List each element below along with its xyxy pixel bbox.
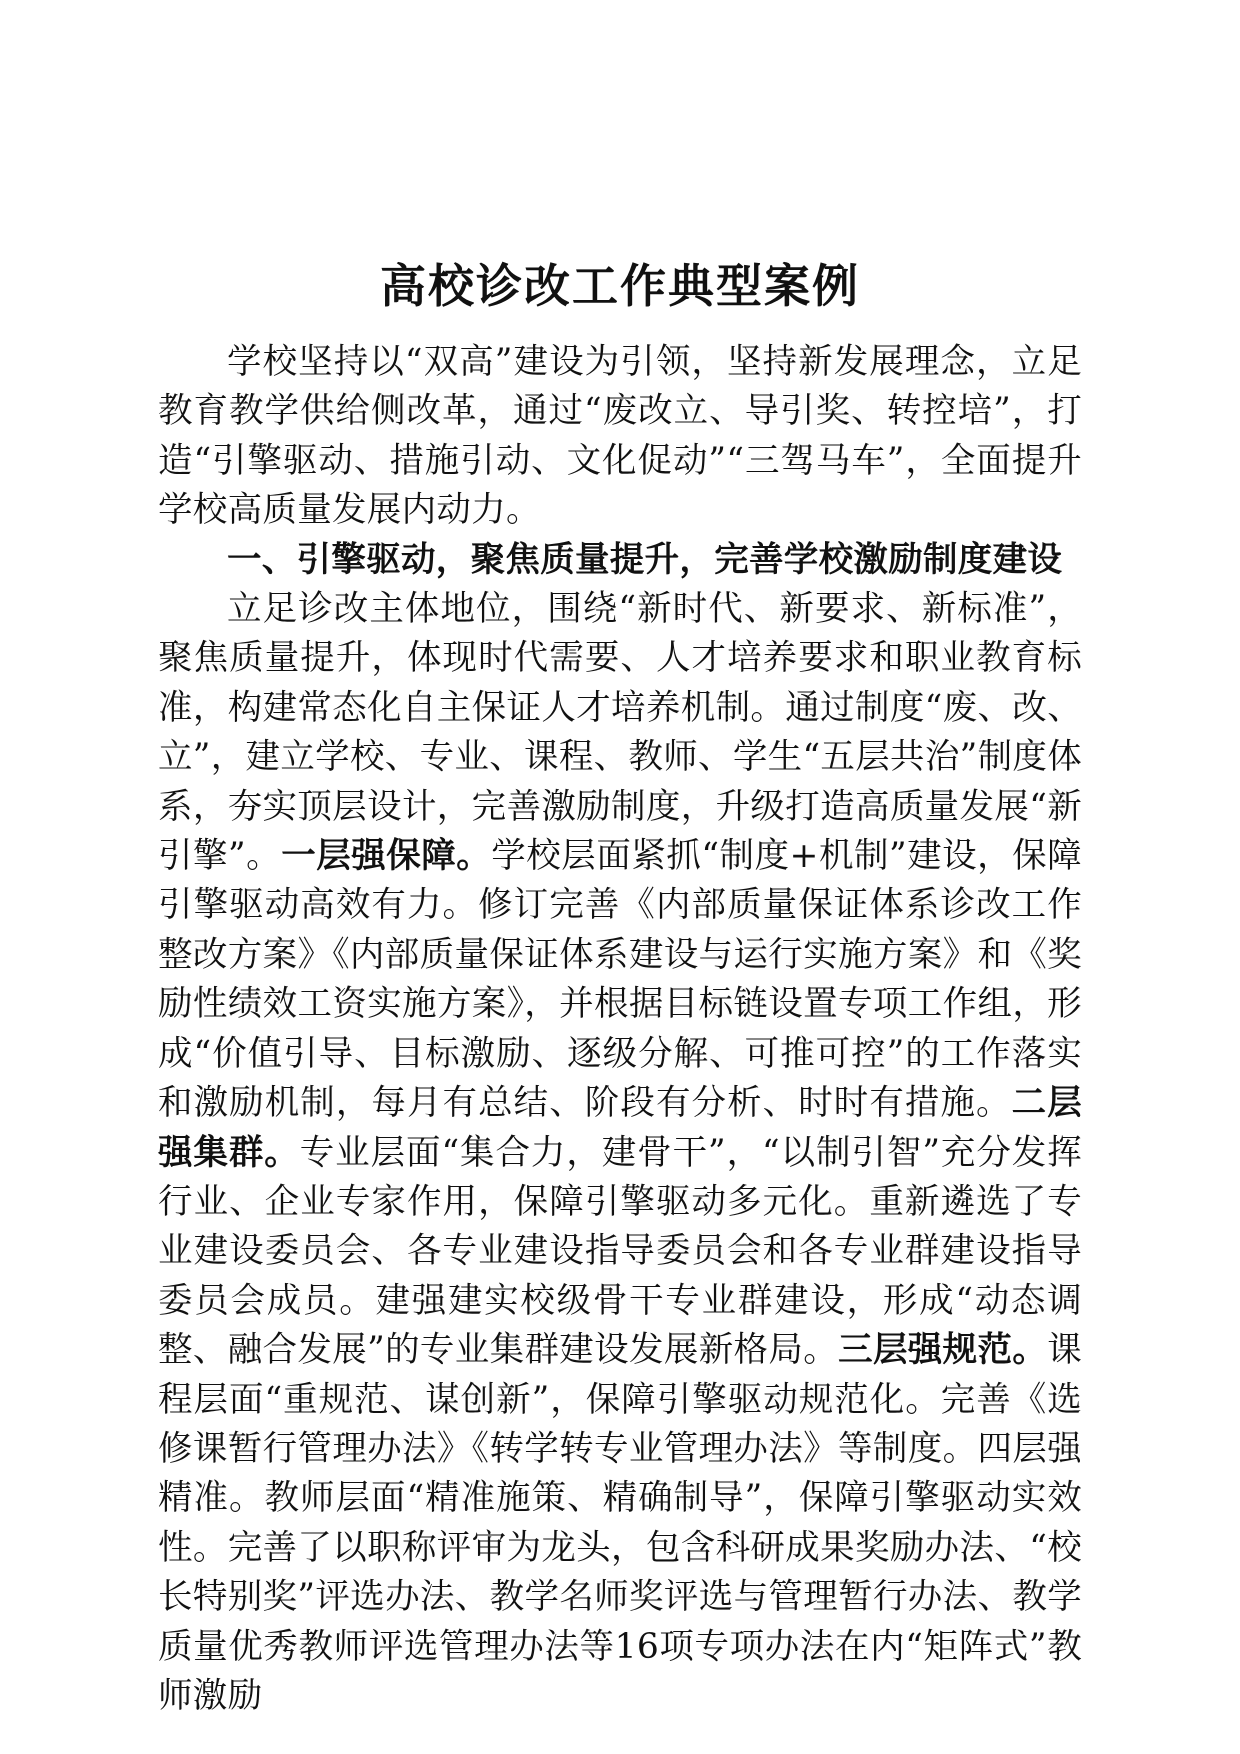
section-1-text-b: 学校层面紧抓“制度+机制”建设，保障引擎驱动高效有力。修订完善《内部质量保证体系诊改工作整改方案》《内部质量保证体系建设与运行实施方案》和《奖励性绩效工资实施方案》，并根据目标链设置专项工作组，形成“价值引导、目标激励、逐级分解、可推可控”的工作落实和激励机制，每月有总结、阶段有分析、时时有措施。: [158, 836, 1082, 1124]
document-title: 高校诊改工作典型案例: [380, 259, 860, 313]
section-1-heading: 一、引擎驱动，聚焦质量提升，完善学校激励制度建设: [227, 539, 1063, 580]
section-1-bold-level-2: 二层强集群。: [158, 1083, 1082, 1173]
section-1-text-d: 课程层面“重规范、谋创新”，保障引擎驱动规范化。完善《选修课暂行管理办法》《转学转专业管理办法》等制度。四层强精准。教师层面“精准施策、精确制导”，保障引擎驱动实效性。完善了以职称评审为龙头，包含科研成果奖励办法、“校长特别奖”评选办法、教学名师奖评选与管理暂行办法、教学质量优秀教师评选管理办法等16项专项办法在内“矩阵式”教师激励: [158, 1330, 1082, 1716]
document-body: [158, 338, 1082, 1721]
section-1-paragraph: [158, 585, 1082, 1721]
intro-paragraph: 学校坚持以“双高”建设为引领，坚持新发展理念，立足教育教学供给侧改革，通过“废改立、导引奖、转控培”，打造“引擎驱动、措施引动、文化促动”“三驾马车”，全面提升学校高质量发展内动力。: [158, 342, 1082, 531]
section-1-bold-level-1: 一层强保障。: [281, 836, 492, 877]
section-1-text-c: 专业层面“集合力，建骨干”，“以制引智”充分发挥行业、企业专家作用，保障引擎驱动多元化。重新遴选了专业建设委员会、各专业建设指导委员会和各专业群建设指导委员会成员。建强建实校级骨干专业群建设，形成“动态调整、融合发展”的专业集群建设发展新格局。: [158, 1132, 1083, 1371]
section-1-text-a: 立足诊改主体地位，围绕“新时代、新要求、新标准”，聚焦质量提升，体现时代需要、人才培养要求和职业教育标准，构建常态化自主保证人才培养机制。通过制度“废、改、立”，建立学校、专业、课程、教师、学生“五层共治”制度体系，夯实顶层设计，完善激励制度，升级打造高质量发展“新引擎”。: [158, 589, 1082, 877]
section-1-bold-level-3: 三层强规范。: [838, 1330, 1048, 1371]
